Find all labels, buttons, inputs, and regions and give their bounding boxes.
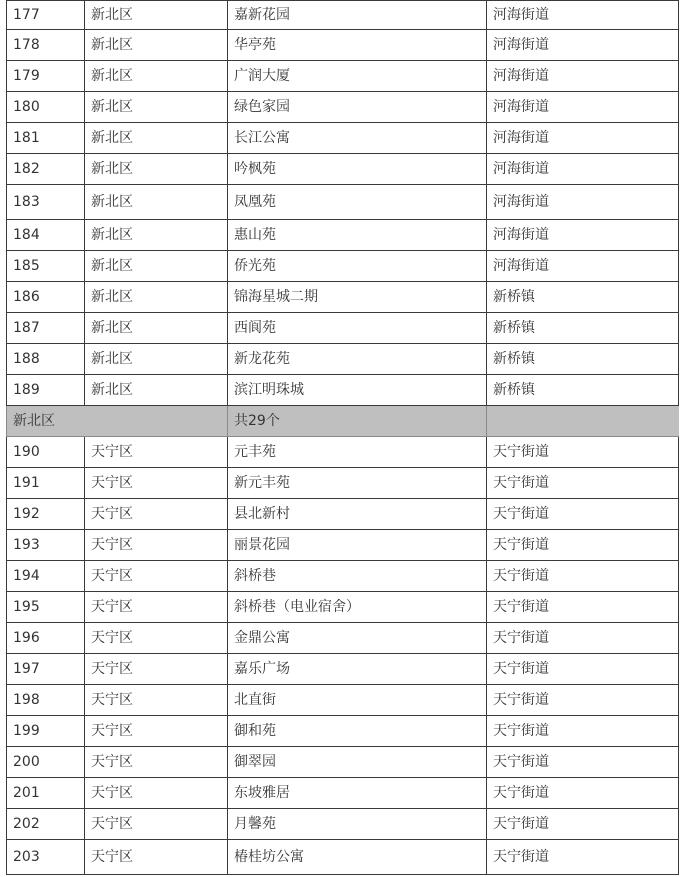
district-cell: 天宁区: [85, 716, 228, 747]
district-cell: 天宁区: [85, 623, 228, 654]
district-cell: 天宁区: [85, 561, 228, 592]
table-row: [7, 61, 679, 92]
street-cell: 天宁街道: [487, 654, 679, 685]
community-cell: 御和苑: [228, 716, 487, 747]
community-cell: 月馨苑: [228, 809, 487, 840]
table-row: [7, 220, 679, 251]
street-cell: 天宁街道: [487, 778, 679, 809]
street-cell: 天宁街道: [487, 592, 679, 623]
summary-district: 新北区: [7, 406, 228, 437]
community-cell: 凤凰苑: [228, 185, 487, 220]
row-number-cell: 177: [7, 1, 85, 30]
district-cell: 新北区: [85, 61, 228, 92]
district-cell: 新北区: [85, 92, 228, 123]
street-cell: 天宁街道: [487, 716, 679, 747]
community-table: [6, 0, 679, 875]
district-cell: 新北区: [85, 154, 228, 185]
community-cell: 嘉乐广场: [228, 654, 487, 685]
row-number-cell: 193: [7, 530, 85, 561]
table-row: [7, 375, 679, 406]
row-number-cell: 185: [7, 251, 85, 282]
community-table-body: [7, 1, 679, 875]
district-cell: 新北区: [85, 220, 228, 251]
table-row: [7, 282, 679, 313]
district-cell: 天宁区: [85, 530, 228, 561]
table-row: [7, 185, 679, 220]
community-cell: 吟枫苑: [228, 154, 487, 185]
row-number-cell: 189: [7, 375, 85, 406]
street-cell: 新桥镇: [487, 344, 679, 375]
community-cell: 惠山苑: [228, 220, 487, 251]
community-cell: 侨光苑: [228, 251, 487, 282]
row-number-cell: 184: [7, 220, 85, 251]
community-cell: 绿色家园: [228, 92, 487, 123]
table-row: [7, 685, 679, 716]
community-cell: 长江公寓: [228, 123, 487, 154]
table-row: [7, 778, 679, 809]
community-cell: 滨江明珠城: [228, 375, 487, 406]
row-number-cell: 194: [7, 561, 85, 592]
community-cell: 斜桥巷（电业宿舍）: [228, 592, 487, 623]
street-cell: 天宁街道: [487, 437, 679, 468]
row-number-cell: 195: [7, 592, 85, 623]
street-cell: 河海街道: [487, 251, 679, 282]
table-row: [7, 30, 679, 61]
community-cell: 锦海星城二期: [228, 282, 487, 313]
street-cell: 河海街道: [487, 123, 679, 154]
district-cell: 天宁区: [85, 592, 228, 623]
community-cell: 椿桂坊公寓: [228, 840, 487, 875]
street-cell: 天宁街道: [487, 499, 679, 530]
district-cell: 新北区: [85, 185, 228, 220]
street-cell: 新桥镇: [487, 282, 679, 313]
table-row: [7, 592, 679, 623]
community-cell: 金鼎公寓: [228, 623, 487, 654]
district-cell: 新北区: [85, 30, 228, 61]
street-cell: 天宁街道: [487, 468, 679, 499]
table-row: [7, 251, 679, 282]
row-number-cell: 196: [7, 623, 85, 654]
street-cell: 天宁街道: [487, 840, 679, 875]
community-cell: 华亭苑: [228, 30, 487, 61]
table-row: [7, 468, 679, 499]
district-cell: 新北区: [85, 313, 228, 344]
table-row: [7, 840, 679, 875]
street-cell: 新桥镇: [487, 313, 679, 344]
community-cell: 新元丰苑: [228, 468, 487, 499]
row-number-cell: 202: [7, 809, 85, 840]
table-row: [7, 123, 679, 154]
community-cell: 广润大厦: [228, 61, 487, 92]
community-cell: 嘉新花园: [228, 1, 487, 30]
district-cell: 天宁区: [85, 468, 228, 499]
district-cell: 天宁区: [85, 437, 228, 468]
street-cell: 河海街道: [487, 61, 679, 92]
community-table-sheet: [6, 0, 678, 875]
table-row: [7, 561, 679, 592]
row-number-cell: 182: [7, 154, 85, 185]
community-cell: 丽景花园: [228, 530, 487, 561]
table-row: [7, 313, 679, 344]
street-cell: 天宁街道: [487, 623, 679, 654]
row-number-cell: 180: [7, 92, 85, 123]
street-cell: 河海街道: [487, 220, 679, 251]
community-cell: 新龙花苑: [228, 344, 487, 375]
street-cell: 天宁街道: [487, 530, 679, 561]
district-cell: 天宁区: [85, 654, 228, 685]
table-row: [7, 92, 679, 123]
street-cell: 天宁街道: [487, 747, 679, 778]
table-row: [7, 344, 679, 375]
street-cell: 天宁街道: [487, 685, 679, 716]
row-number-cell: 200: [7, 747, 85, 778]
community-cell: 县北新村: [228, 499, 487, 530]
community-cell: 西阆苑: [228, 313, 487, 344]
row-number-cell: 198: [7, 685, 85, 716]
table-row: [7, 530, 679, 561]
street-cell: 天宁街道: [487, 561, 679, 592]
summary-count: 共29个: [228, 406, 487, 437]
summary-empty-cell: [487, 406, 679, 437]
row-number-cell: 181: [7, 123, 85, 154]
row-number-cell: 183: [7, 185, 85, 220]
table-row: [7, 437, 679, 468]
table-row: [7, 499, 679, 530]
table-row: [7, 716, 679, 747]
row-number-cell: 187: [7, 313, 85, 344]
street-cell: 河海街道: [487, 1, 679, 30]
district-cell: 新北区: [85, 123, 228, 154]
community-cell: 东坡雅居: [228, 778, 487, 809]
district-cell: 天宁区: [85, 685, 228, 716]
district-cell: 天宁区: [85, 778, 228, 809]
row-number-cell: 190: [7, 437, 85, 468]
street-cell: 河海街道: [487, 154, 679, 185]
row-number-cell: 203: [7, 840, 85, 875]
table-row: [7, 154, 679, 185]
district-cell: 天宁区: [85, 840, 228, 875]
row-number-cell: 199: [7, 716, 85, 747]
street-cell: 新桥镇: [487, 375, 679, 406]
row-number-cell: 186: [7, 282, 85, 313]
table-row: [7, 809, 679, 840]
community-cell: 御翠园: [228, 747, 487, 778]
district-cell: 天宁区: [85, 499, 228, 530]
district-cell: 新北区: [85, 344, 228, 375]
district-summary-row: [7, 406, 679, 437]
row-number-cell: 178: [7, 30, 85, 61]
street-cell: 天宁街道: [487, 809, 679, 840]
table-row: [7, 623, 679, 654]
street-cell: 河海街道: [487, 185, 679, 220]
district-cell: 新北区: [85, 251, 228, 282]
row-number-cell: 201: [7, 778, 85, 809]
row-number-cell: 179: [7, 61, 85, 92]
table-row: [7, 747, 679, 778]
district-cell: 天宁区: [85, 747, 228, 778]
community-cell: 斜桥巷: [228, 561, 487, 592]
district-cell: 天宁区: [85, 809, 228, 840]
table-row: [7, 1, 679, 30]
street-cell: 河海街道: [487, 92, 679, 123]
street-cell: 河海街道: [487, 30, 679, 61]
row-number-cell: 197: [7, 654, 85, 685]
district-cell: 新北区: [85, 282, 228, 313]
community-cell: 北直街: [228, 685, 487, 716]
row-number-cell: 191: [7, 468, 85, 499]
district-cell: 新北区: [85, 1, 228, 30]
community-cell: 元丰苑: [228, 437, 487, 468]
district-cell: 新北区: [85, 375, 228, 406]
row-number-cell: 192: [7, 499, 85, 530]
table-row: [7, 654, 679, 685]
row-number-cell: 188: [7, 344, 85, 375]
